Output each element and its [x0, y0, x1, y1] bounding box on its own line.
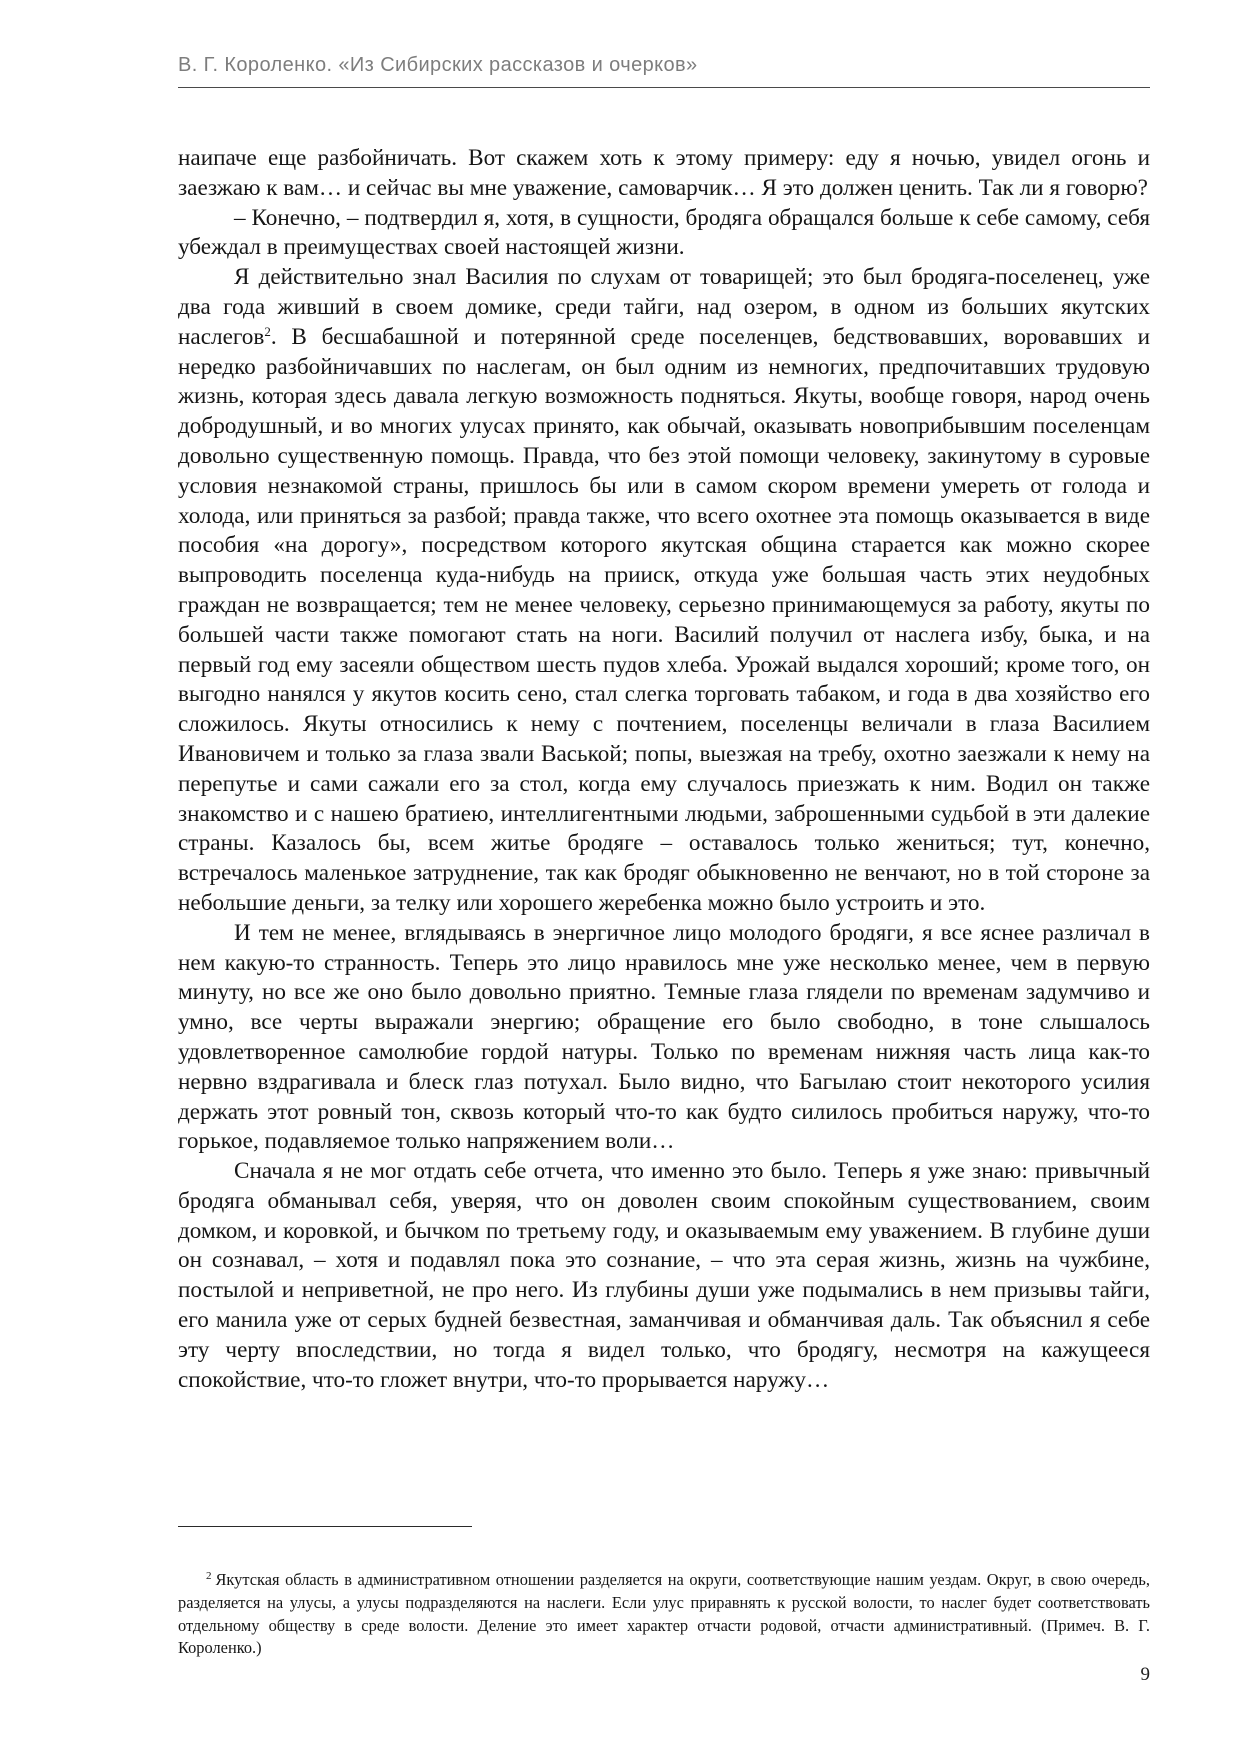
footnote [178, 1569, 1150, 1660]
body-text [178, 144, 1150, 1395]
footnote-marker: 2 [206, 1570, 212, 1582]
footnote-text: Якутская область в административном отношении разделяется на округи, соответствующие нашим уездам. Округ, в свою очередь, разделяется на улусы, а улусы подразделяются на наслеги. Если улус приравнять к русской волости, то наслег будет соответствовать отдельному обществу в среде волости. Деление это имеет характер отчасти родовой, отчасти административный. (Примеч. В. Г. Короленко.) [178, 1570, 1150, 1658]
paragraph-3 [178, 263, 1150, 919]
footnote-rule [178, 1526, 472, 1527]
paragraph-2: – Конечно, – подтвердил я, хотя, в сущности, бродяга обращался больше к себе самому, себя убеждал в преимуществах своей настоящей жизни. [178, 204, 1150, 261]
header-rule [178, 87, 1150, 88]
paragraph-4: И тем не менее, вглядываясь в энергичное лицо молодого бродяги, я все яснее различал в нем какую-то странность. Теперь это лицо нравилось мне уже несколько менее, чем в первую минуту, но все же оно было довольно приятно. Темные глаза глядели по временам задумчиво и умно, все черты выражали энергию; обращение его было свободно, в тоне слышалось удовлетворенное самолюбие гордой натуры. Только по временам нижняя часть лица как-то нервно вздрагивала и блеск глаз потухал. Было видно, что Багылаю стоит некоторого усилия держать этот ровный тон, сквозь который что-то как будто силилось пробиться наружу, что-то горькое, подавляемое только напряжением воли… [178, 919, 1150, 1155]
page-number: 9 [1140, 1664, 1150, 1685]
paragraph-5: Сначала я не мог отдать себе отчета, что именно это было. Теперь я уже знаю: привычный бродяга обманывал себя, уверяя, что он доволен своим спокойным существованием, своим домком, и коровкой, и бычком по третьему году, и оказываемым ему уважением. В глубине души он сознавал, – хотя и подавлял пока это сознание, – что эта серая жизнь, жизнь на чужбине, постылой и неприветной, не про него. Из глубины души уже подымались в нем призывы тайги, его манила уже от серых будней безвестная, заманчивая и обманчивая даль. Так объяснил я себе эту черту впоследствии, но тогда я видел только, что бродягу, несмотря на кажущееся спокойствие, что-то гложет внутри, что-то прорывается наружу… [178, 1158, 1150, 1393]
paragraph-3-rest: . В бесшабашной и потерянной среде поселенцев, бедствовавших, воровавших и нередко разбойничавших по наслегам, он был одним из немногих, предпочитавших трудовую жизнь, которая здесь давала легкую возможность подняться. Якуты, вообще говоря, народ очень добродушный, и во многих улусах принято, как обычай, оказывать новоприбывшим поселенцам довольно существенную помощь. Правда, что без этой помощи человеку, закинутому в суровые условия незнакомой страны, пришлось бы или в самом скором времени умереть от голода и холода, или приняться за разбой; правда также, что всего охотнее эта помощь оказывается в виде пособия «на дорогу», посредством которого якутская община старается как можно скорее выпроводить поселенца куда-нибудь на прииск, откуда уже большая часть этих неудобных граждан не возвращается; тем не менее человеку, серьезно принимающемуся за работу, якуты по большей части также помогают стать на ноги. Василий получил от наслега избу, быка, и на первый год ему засеяли обществом шесть пудов хлеба. Урожай выдался хороший; кроме того, он выгодно нанялся у якутов косить сено, стал слегка торговать табаком, и года в два хозяйство его сложилось. Якуты относились к нему с почтением, поселенцы величали в глаза Василием Ивановичем и только за глаза звали Васькой; попы, выезжая на требу, охотно заезжали к нему на перепутье и сами сажали его за стол, когда ему случалось приезжать к ним. Водил он также знакомство и с нашею братиею, интеллигентными людьми, заброшенными судьбой в эти далекие страны. Казалось бы, всем житье бродяге – оставалось только жениться; тут, конечно, встречалось маленькое затруднение, так как бродяг обыкновенно не венчают, но в той стороне за небольшие деньги, за телку или хорошего жеребенка можно было устроить и это. [178, 323, 1150, 916]
footnote-reference[interactable]: 2 [264, 323, 271, 339]
paragraph-3-start: Я действительно знал Василия по слухам от товарищей; это был бродяга-поселенец, уже два года живший в своем домике, среди тайги, над озером, в одном из больших якутских наслегов [178, 264, 1150, 350]
running-header: В. Г. Короленко. «Из Сибирских рассказов и очерков» [178, 54, 698, 76]
paragraph-1: наипаче еще разбойничать. Вот скажем хоть к этому примеру: еду я ночью, увидел огонь и заезжаю к вам… и сейчас вы мне уважение, самоварчик… Я это должен ценить. Так ли я говорю? [178, 145, 1150, 201]
